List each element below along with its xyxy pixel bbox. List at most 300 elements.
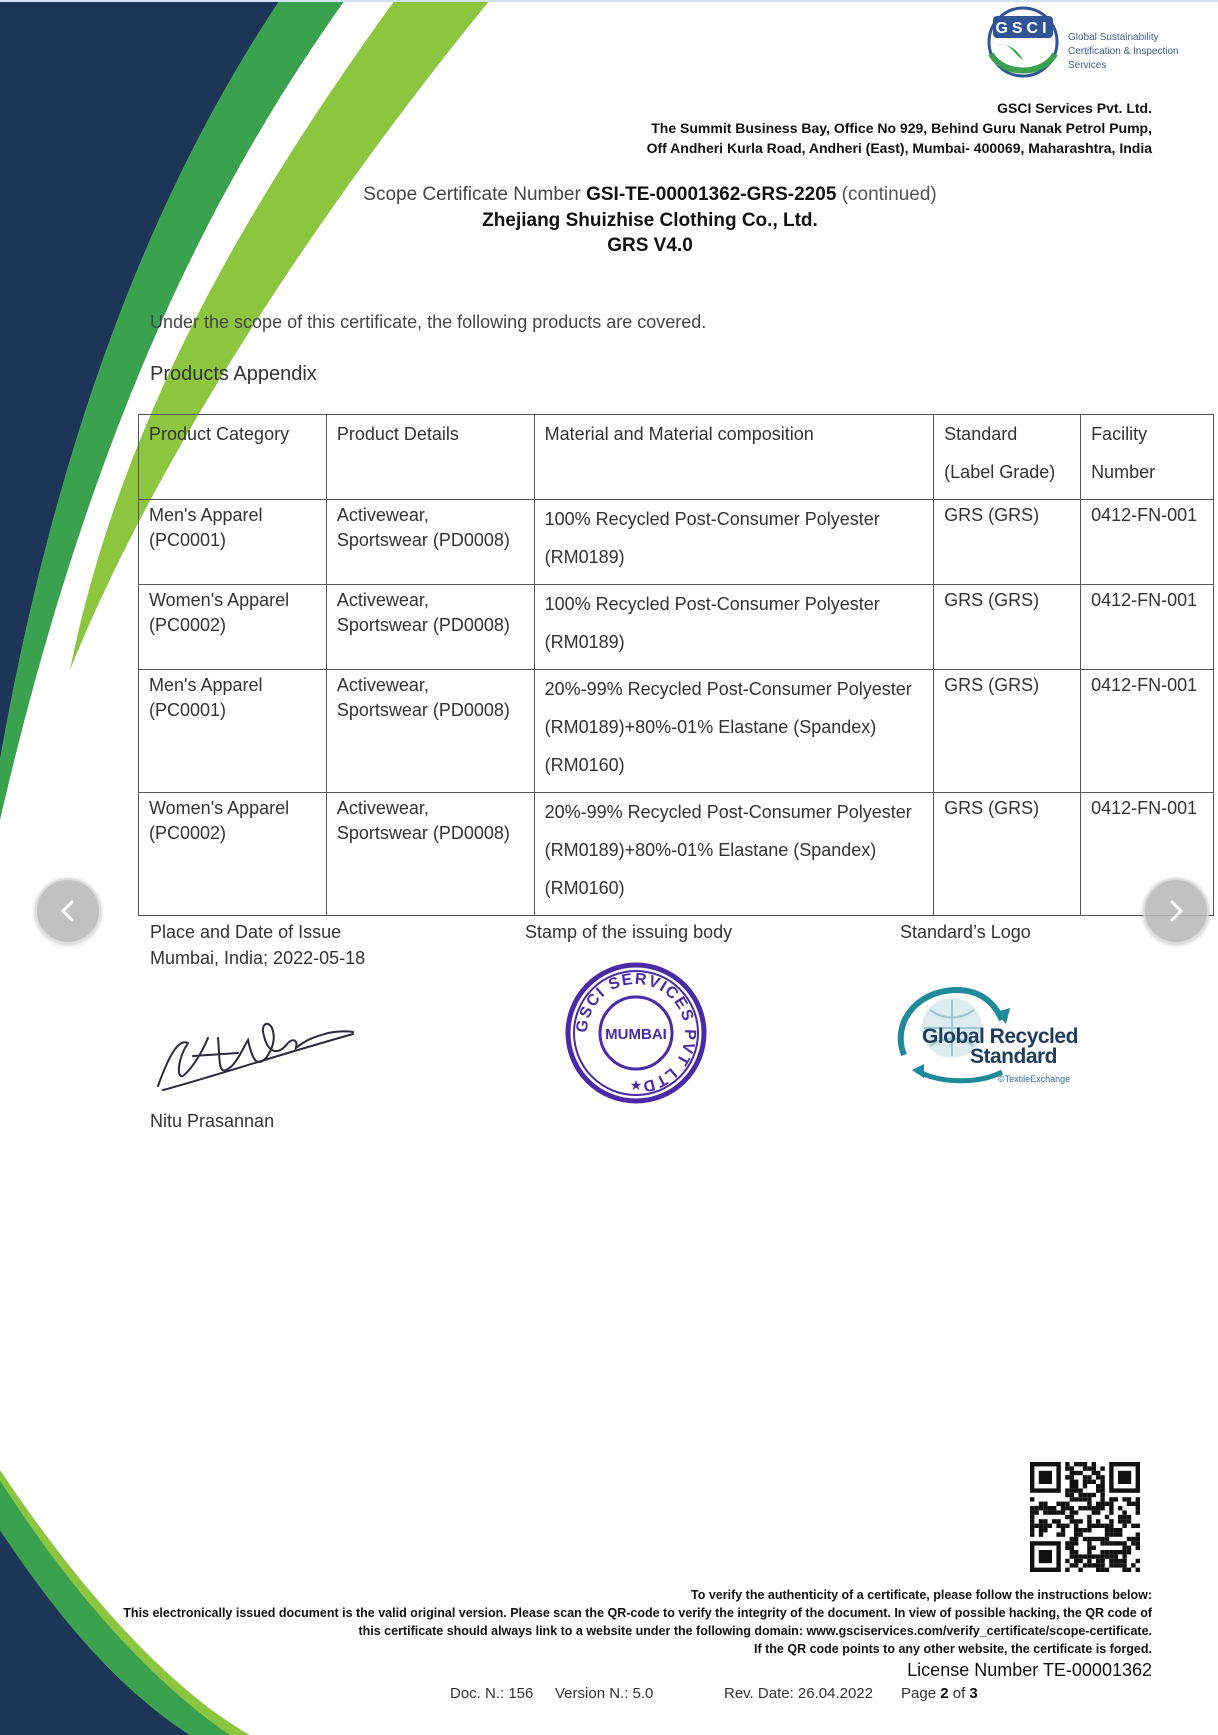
qr-module xyxy=(1100,1497,1104,1501)
qr-module xyxy=(1105,1537,1109,1541)
qr-module xyxy=(1083,1480,1087,1484)
qr-module xyxy=(1087,1515,1091,1519)
qr-module xyxy=(1034,1524,1038,1528)
qr-module xyxy=(1087,1493,1091,1497)
qr-module xyxy=(1078,1568,1082,1572)
qr-module xyxy=(1078,1471,1082,1475)
qr-module xyxy=(1114,1559,1118,1563)
qr-module xyxy=(1074,1484,1078,1488)
gsci-logo xyxy=(983,4,1193,78)
issuing-body-stamp xyxy=(563,960,709,1106)
cell-line: Activewear, xyxy=(336,590,429,610)
cell-line: Sportswear (PD0008) xyxy=(336,700,510,720)
qr-module xyxy=(1122,1546,1126,1550)
grs-logo-line: Global Recycled xyxy=(922,1025,1078,1048)
qr-module xyxy=(1105,1554,1109,1558)
grs-logo xyxy=(884,980,1100,1090)
page-total: 3 xyxy=(969,1685,978,1702)
qr-module xyxy=(1087,1524,1091,1528)
license-number: License Number TE-00001362 xyxy=(907,1660,1152,1680)
certificate-standard: GRS V4.0 xyxy=(607,235,693,256)
qr-module xyxy=(1065,1462,1069,1466)
qr-module xyxy=(1100,1554,1104,1558)
qr-module xyxy=(1109,1506,1113,1510)
qr-module xyxy=(1100,1524,1104,1528)
qr-module xyxy=(1096,1559,1100,1563)
qr-module xyxy=(1136,1510,1140,1514)
qr-module xyxy=(1065,1559,1069,1563)
qr-module xyxy=(1070,1546,1074,1550)
qr-module xyxy=(1074,1541,1078,1545)
qr-module xyxy=(1105,1532,1109,1536)
qr-module xyxy=(1087,1550,1091,1554)
header-standard-line: (Label Grade) xyxy=(944,462,1056,482)
qr-module xyxy=(1034,1506,1038,1510)
qr-module xyxy=(1100,1493,1104,1497)
qr-module xyxy=(1092,1493,1096,1497)
qr-module xyxy=(1078,1528,1082,1532)
table-row xyxy=(139,500,1214,585)
cell-line: Sportswear (PD0008) xyxy=(336,823,510,843)
qr-module xyxy=(1087,1497,1091,1501)
verify-line: If the QR code points to any other website, the certificate is forged. xyxy=(754,1642,1152,1656)
qr-module xyxy=(1052,1510,1056,1514)
qr-module xyxy=(1122,1510,1126,1514)
cell-line: Men's Apparel xyxy=(149,505,263,525)
qr-module xyxy=(1109,1497,1113,1501)
stamp-label: Stamp of the issuing body xyxy=(525,922,733,942)
qr-module xyxy=(1070,1541,1074,1545)
qr-module xyxy=(1043,1519,1047,1523)
qr-module xyxy=(1122,1524,1126,1528)
cell-standard: GRS (GRS) xyxy=(934,500,1081,585)
qr-module xyxy=(1118,1528,1122,1532)
table-row xyxy=(139,670,1214,793)
qr-module xyxy=(1065,1515,1069,1519)
qr-module xyxy=(1131,1524,1135,1528)
qr-module xyxy=(1048,1524,1052,1528)
cell-details xyxy=(326,500,534,585)
qr-module xyxy=(1109,1541,1113,1545)
cell-line: 20%-99% Recycled Post-Consumer Polyester xyxy=(544,679,912,699)
qr-module xyxy=(1096,1502,1100,1506)
qr-module xyxy=(1122,1550,1126,1554)
qr-module xyxy=(1074,1462,1078,1466)
header-facility xyxy=(1081,415,1214,500)
qr-module xyxy=(1136,1506,1140,1510)
qr-module xyxy=(1096,1506,1100,1510)
qr-module xyxy=(1096,1537,1100,1541)
qr-module xyxy=(1061,1528,1065,1532)
cell-details xyxy=(326,793,534,916)
qr-module xyxy=(1100,1502,1104,1506)
signer-name: Nitu Prasannan xyxy=(150,1111,275,1131)
qr-module xyxy=(1074,1519,1078,1523)
qr-module xyxy=(1092,1466,1096,1470)
qr-module xyxy=(1136,1546,1140,1550)
qr-module xyxy=(1087,1537,1091,1541)
certificate-prefix: Scope Certificate Number xyxy=(363,184,581,205)
qr-module xyxy=(1118,1541,1122,1545)
qr-module xyxy=(1056,1519,1060,1523)
qr-module xyxy=(1074,1554,1078,1558)
qr-module xyxy=(1136,1537,1140,1541)
qr-module xyxy=(1118,1532,1122,1536)
qr-module xyxy=(1039,1532,1043,1536)
qr-module xyxy=(1087,1546,1091,1550)
qr-module xyxy=(1039,1519,1043,1523)
qr-module xyxy=(1100,1537,1104,1541)
qr-module xyxy=(1065,1493,1069,1497)
cell-line: (RM0160) xyxy=(544,878,625,898)
qr-module xyxy=(1056,1502,1060,1506)
qr-module xyxy=(1092,1510,1096,1514)
qr-module xyxy=(1109,1502,1113,1506)
qr-module xyxy=(1092,1471,1096,1475)
cell-line: Women's Apparel xyxy=(149,590,290,610)
previous-page-button[interactable] xyxy=(35,878,101,944)
page-indicator xyxy=(901,1685,978,1702)
qr-module xyxy=(1105,1550,1109,1554)
cell-category xyxy=(139,500,327,585)
qr-module xyxy=(1074,1559,1078,1563)
qr-module xyxy=(1034,1510,1038,1514)
qr-module xyxy=(1109,1528,1113,1532)
qr-module xyxy=(1096,1471,1100,1475)
verify-line: this certificate should always link to a website under the following domain: www.gsciservices.com/verify_certificate/scope-certificate. xyxy=(358,1624,1152,1638)
qr-module xyxy=(1070,1506,1074,1510)
qr-module xyxy=(1127,1519,1131,1523)
qr-module xyxy=(1070,1484,1074,1488)
qr-module xyxy=(1118,1515,1122,1519)
cell-line: Men's Apparel xyxy=(149,675,263,695)
qr-module xyxy=(1056,1524,1060,1528)
qr-module xyxy=(1078,1559,1082,1563)
qr-module xyxy=(1074,1524,1078,1528)
qr-module xyxy=(1096,1563,1100,1567)
qr-module xyxy=(1070,1493,1074,1497)
qr-module xyxy=(1105,1515,1109,1519)
globe-icon xyxy=(983,4,1063,78)
cell-category xyxy=(139,793,327,916)
qr-module xyxy=(1109,1554,1113,1558)
cell-line: Sportswear (PD0008) xyxy=(336,530,510,550)
certificate-continued: (continued) xyxy=(841,184,937,205)
cell-line: (PC0002) xyxy=(149,823,227,843)
qr-module xyxy=(1109,1524,1113,1528)
qr-module xyxy=(1105,1528,1109,1532)
header-facility-line: Number xyxy=(1091,462,1156,482)
qr-module xyxy=(1127,1568,1131,1572)
qr-module xyxy=(1096,1519,1100,1523)
place-date-label: Place and Date of Issue xyxy=(150,922,342,942)
cell-material xyxy=(534,793,934,916)
next-page-button[interactable] xyxy=(1143,878,1209,944)
qr-module xyxy=(1087,1559,1091,1563)
qr-module xyxy=(1083,1475,1087,1479)
svg-text:MUMBAI: MUMBAI xyxy=(605,1026,667,1043)
qr-module xyxy=(1052,1519,1056,1523)
header-facility-line: Facility xyxy=(1091,424,1148,444)
qr-module xyxy=(1118,1563,1122,1567)
qr-module xyxy=(1096,1524,1100,1528)
qr-module xyxy=(1056,1510,1060,1514)
cell-line: (RM0189)+80%-01% Elastane (Spandex) xyxy=(544,717,877,737)
qr-module xyxy=(1127,1546,1131,1550)
qr-module xyxy=(1092,1554,1096,1558)
qr-module xyxy=(1065,1524,1069,1528)
qr-module xyxy=(1083,1484,1087,1488)
qr-module xyxy=(1096,1484,1100,1488)
qr-module xyxy=(1109,1519,1113,1523)
table-row xyxy=(139,585,1214,670)
qr-module xyxy=(1114,1550,1118,1554)
cell-line: (PC0002) xyxy=(149,615,227,635)
qr-module xyxy=(1100,1563,1104,1567)
header-product-details: Product Details xyxy=(326,415,534,500)
qr-module xyxy=(1122,1554,1126,1558)
company-name: GSCI Services Pvt. Ltd. xyxy=(997,100,1152,116)
cell-line: 20%-99% Recycled Post-Consumer Polyester xyxy=(544,802,912,822)
qr-module xyxy=(1092,1462,1096,1466)
doc-number: Doc. N.: 156 xyxy=(450,1685,534,1702)
address-line: The Summit Business Bay, Office No 929, Behind Guru Nanak Petrol Pump, xyxy=(651,120,1152,136)
qr-module xyxy=(1100,1484,1104,1488)
qr-module xyxy=(1118,1559,1122,1563)
cell-line: (PC0001) xyxy=(149,700,227,720)
qr-module xyxy=(1030,1497,1034,1501)
qr-module xyxy=(1074,1563,1078,1567)
place-date-value: Mumbai, India; 2022-05-18 xyxy=(150,948,366,968)
qr-module xyxy=(1078,1519,1082,1523)
qr-module xyxy=(1100,1488,1104,1492)
cell-line: 100% Recycled Post-Consumer Polyester xyxy=(544,509,880,529)
qr-module xyxy=(1118,1519,1122,1523)
qr-module xyxy=(1074,1550,1078,1554)
qr-module xyxy=(1070,1519,1074,1523)
qr-module xyxy=(1136,1559,1140,1563)
qr-module xyxy=(1078,1497,1082,1501)
cell-standard: GRS (GRS) xyxy=(934,793,1081,916)
qr-module xyxy=(1061,1532,1065,1536)
qr-module xyxy=(1083,1466,1087,1470)
qr-module xyxy=(1105,1541,1109,1545)
qr-module xyxy=(1074,1532,1078,1536)
qr-module xyxy=(1087,1506,1091,1510)
intro-text: Under the scope of this certificate, the following products are covered. xyxy=(150,312,707,332)
qr-module xyxy=(1092,1537,1096,1541)
qr-module xyxy=(1065,1546,1069,1550)
qr-module xyxy=(1070,1510,1074,1514)
qr-module xyxy=(1087,1502,1091,1506)
qr-module xyxy=(1118,1550,1122,1554)
qr-module xyxy=(1039,1502,1043,1506)
qr-module xyxy=(1083,1497,1087,1501)
qr-module xyxy=(1092,1546,1096,1550)
qr-module xyxy=(1122,1568,1126,1572)
qr-module xyxy=(1052,1506,1056,1510)
cell-facility: 0412-FN-001 xyxy=(1081,670,1214,793)
qr-module xyxy=(1061,1524,1065,1528)
cell-line: (RM0189) xyxy=(544,547,625,567)
verify-line: To verify the authenticity of a certificate, please follow the instructions below: xyxy=(691,1588,1152,1602)
qr-module xyxy=(1078,1532,1082,1536)
cell-facility: 0412-FN-001 xyxy=(1081,500,1214,585)
verification-notice xyxy=(123,1586,1152,1658)
qr-module xyxy=(1083,1563,1087,1567)
qr-module xyxy=(1030,1510,1034,1514)
cell-line: (RM0189)+80%-01% Elastane (Spandex) xyxy=(544,840,877,860)
qr-module xyxy=(1096,1488,1100,1492)
qr-module xyxy=(1030,1528,1034,1532)
qr-module xyxy=(1039,1471,1052,1484)
svg-text:★: ★ xyxy=(629,1077,643,1093)
cell-details xyxy=(326,670,534,793)
qr-module xyxy=(1070,1563,1074,1567)
signature xyxy=(148,998,358,1098)
qr-module xyxy=(1039,1506,1043,1510)
qr-module xyxy=(1070,1471,1074,1475)
chevron-left-icon xyxy=(53,896,83,926)
logo-tagline xyxy=(1068,31,1179,73)
cell-line: 100% Recycled Post-Consumer Polyester xyxy=(544,594,880,614)
qr-module xyxy=(1065,1568,1069,1572)
qr-module xyxy=(1114,1541,1118,1545)
qr-module xyxy=(1105,1502,1109,1506)
qr-module xyxy=(1030,1532,1034,1536)
qr-module xyxy=(1074,1537,1078,1541)
cell-facility: 0412-FN-001 xyxy=(1081,585,1214,670)
version-number: Version N.: 5.0 xyxy=(555,1685,654,1702)
qr-module xyxy=(1083,1537,1087,1541)
qr-code[interactable] xyxy=(1030,1462,1140,1572)
cell-material xyxy=(534,500,934,585)
qr-module xyxy=(1048,1506,1052,1510)
qr-module xyxy=(1092,1563,1096,1567)
qr-module xyxy=(1114,1528,1118,1532)
qr-module xyxy=(1109,1559,1113,1563)
qr-module xyxy=(1127,1537,1131,1541)
appendix-title: Products Appendix xyxy=(150,363,317,385)
certificate-number: GSI-TE-00001362-GRS-2205 xyxy=(586,184,837,205)
qr-module xyxy=(1122,1559,1126,1563)
qr-module xyxy=(1043,1510,1047,1514)
qr-module xyxy=(1122,1541,1126,1545)
table-row xyxy=(139,793,1214,916)
qr-module xyxy=(1070,1554,1074,1558)
qr-module xyxy=(1096,1510,1100,1514)
standard-logo-label: Standard’s Logo xyxy=(900,922,1031,942)
qr-module xyxy=(1061,1506,1065,1510)
qr-module xyxy=(1048,1510,1052,1514)
qr-module xyxy=(1100,1559,1104,1563)
qr-module xyxy=(1127,1502,1131,1506)
qr-module xyxy=(1039,1524,1043,1528)
address-line: Off Andheri Kurla Road, Andheri (East), Mumbai- 400069, Maharashtra, India xyxy=(646,140,1152,156)
page-current: 2 xyxy=(940,1685,949,1702)
cell-details xyxy=(326,585,534,670)
qr-module xyxy=(1030,1524,1034,1528)
products-table xyxy=(138,414,1214,916)
qr-module xyxy=(1087,1466,1091,1470)
qr-module xyxy=(1127,1497,1131,1501)
qr-module xyxy=(1127,1550,1131,1554)
qr-module xyxy=(1105,1568,1109,1572)
qr-module xyxy=(1118,1506,1122,1510)
qr-module xyxy=(1122,1497,1126,1501)
revision-date: Rev. Date: 26.04.2022 xyxy=(724,1685,873,1702)
cell-line: Women's Apparel xyxy=(149,798,290,818)
svg-text:GSCI SERVICES PVT LTD: GSCI SERVICES PVT LTD xyxy=(573,970,699,1095)
header-standard xyxy=(934,415,1081,500)
cell-line: Activewear, xyxy=(336,505,429,525)
cell-material xyxy=(534,670,934,793)
qr-module xyxy=(1136,1568,1140,1572)
company-address xyxy=(647,98,1152,158)
qr-module xyxy=(1078,1554,1082,1558)
qr-module xyxy=(1136,1524,1140,1528)
qr-module xyxy=(1087,1541,1091,1545)
qr-module xyxy=(1100,1568,1104,1572)
qr-module xyxy=(1114,1497,1118,1501)
qr-module xyxy=(1039,1550,1052,1563)
qr-module xyxy=(1061,1502,1065,1506)
qr-module xyxy=(1131,1541,1135,1545)
qr-module xyxy=(1070,1480,1074,1484)
qr-module xyxy=(1083,1528,1087,1532)
qr-module xyxy=(1083,1462,1087,1466)
qr-module xyxy=(1030,1515,1034,1519)
table-header-row xyxy=(139,415,1214,500)
qr-module xyxy=(1087,1554,1091,1558)
header-product-category: Product Category xyxy=(139,415,327,500)
verify-line: This electronically issued document is the valid original version. Please scan the QR-code to verify the integrity of the document. In view of possible hacking, the QR code of xyxy=(123,1606,1152,1620)
qr-module xyxy=(1100,1475,1104,1479)
qr-module xyxy=(1100,1550,1104,1554)
page-of: of xyxy=(952,1685,966,1702)
qr-module xyxy=(1100,1541,1104,1545)
qr-module xyxy=(1074,1510,1078,1514)
qr-module xyxy=(1109,1563,1113,1567)
qr-module xyxy=(1070,1550,1074,1554)
qr-module xyxy=(1131,1502,1135,1506)
place-and-date xyxy=(150,919,365,971)
qr-module xyxy=(1100,1480,1104,1484)
qr-module xyxy=(1078,1493,1082,1497)
qr-module xyxy=(1122,1519,1126,1523)
qr-module xyxy=(1043,1502,1047,1506)
qr-module xyxy=(1070,1466,1074,1470)
grs-logo-copyright: ©TextileExchange xyxy=(998,1074,1071,1084)
qr-module xyxy=(1109,1532,1113,1536)
qr-module xyxy=(1083,1493,1087,1497)
svg-text:GSCI: GSCI xyxy=(995,20,1051,37)
qr-module xyxy=(1074,1488,1078,1492)
cell-standard: GRS (GRS) xyxy=(934,670,1081,793)
qr-module xyxy=(1043,1524,1047,1528)
qr-module xyxy=(1070,1515,1074,1519)
qr-module xyxy=(1131,1563,1135,1567)
qr-module xyxy=(1043,1506,1047,1510)
qr-module xyxy=(1122,1563,1126,1567)
qr-module xyxy=(1061,1510,1065,1514)
qr-module xyxy=(1096,1475,1100,1479)
qr-module xyxy=(1100,1506,1104,1510)
qr-module xyxy=(1078,1506,1082,1510)
qr-module xyxy=(1074,1480,1078,1484)
certified-company: Zhejiang Shuizhise Clothing Co., Ltd. xyxy=(482,210,818,231)
qr-module xyxy=(1083,1506,1087,1510)
